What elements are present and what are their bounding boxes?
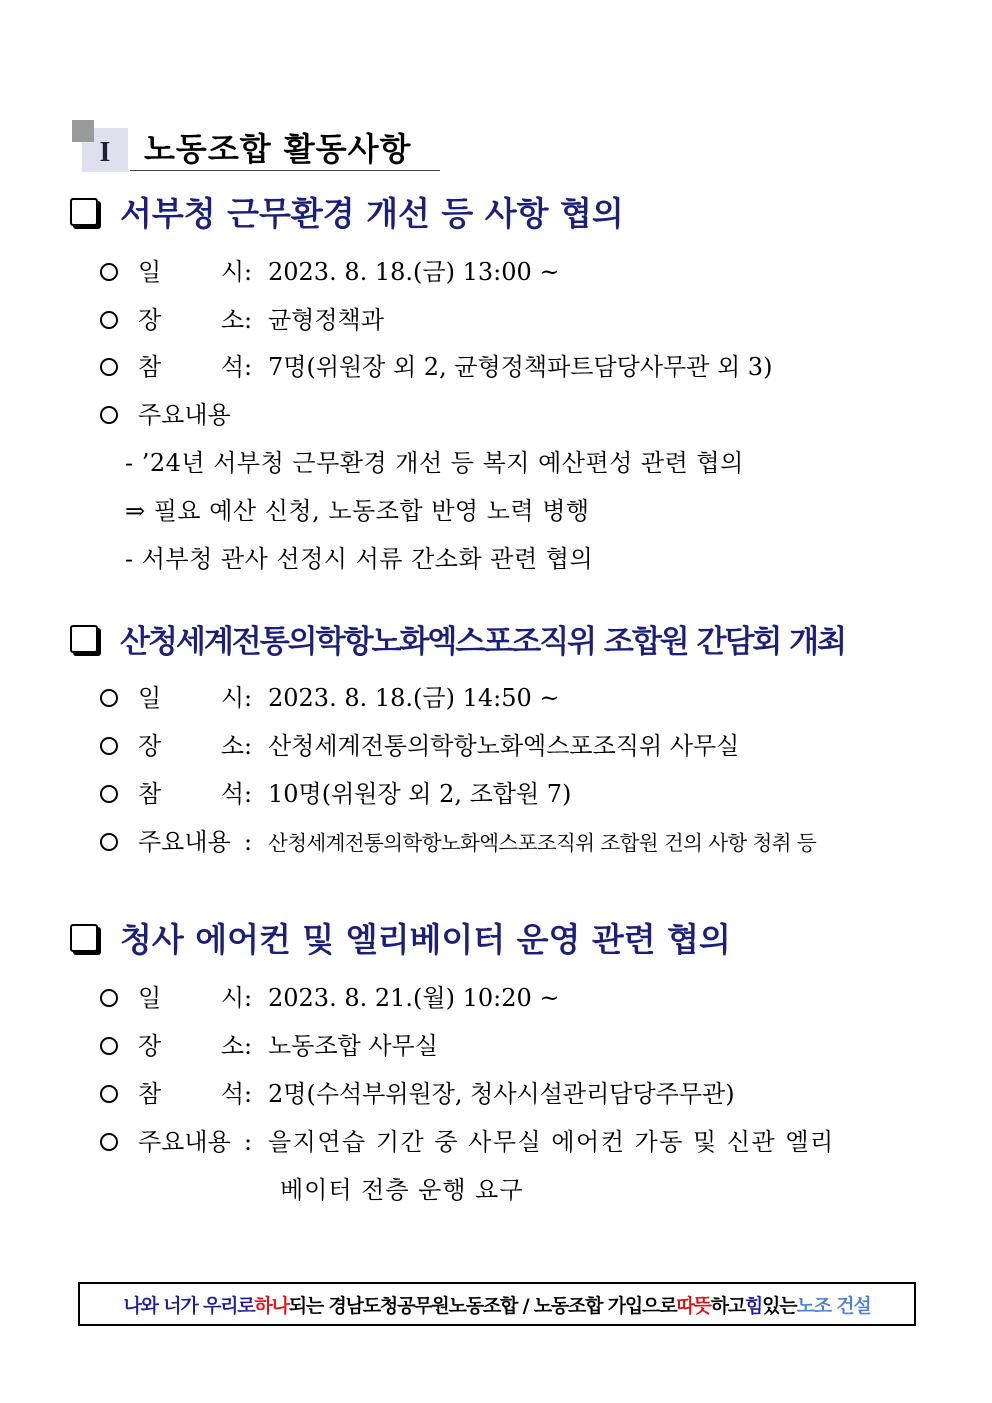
section-3-date-row: 일 시 : 2023. 8. 21.(월) 10:20 ~ (100, 978, 559, 1013)
circle-bullet-icon (100, 737, 118, 755)
section-1-header (70, 188, 624, 235)
slogan-part: 힘 (745, 1294, 763, 1317)
chapter-title: 노동조합 활동사항 (144, 130, 412, 168)
slogan-part: 나와 너가 우리로 (123, 1294, 255, 1317)
circle-bullet-icon (100, 311, 118, 329)
chapter-number: I (99, 137, 111, 168)
circle-bullet-icon (100, 1133, 118, 1151)
section-3-place-row: 장 소 : 노동조합 사무실 (100, 1026, 438, 1061)
section-2-date: 2023. 8. 18.(금) 14:50 ~ (268, 684, 560, 712)
circle-bullet-icon (100, 263, 118, 281)
section-3-place: 노동조합 사무실 (268, 1032, 438, 1060)
circle-bullet-icon (100, 833, 118, 851)
slogan-part: 하나 (254, 1294, 289, 1317)
section-1-place: 균형정책과 (268, 306, 384, 334)
section-3-date: 2023. 8. 21.(월) 10:20 ~ (268, 984, 560, 1012)
slogan-part: 따뜻 (676, 1294, 711, 1317)
circle-bullet-icon (100, 689, 118, 707)
chapter-marker-square (72, 120, 94, 142)
section-3-title: 청사 에어컨 및 엘리베이터 운영 관련 협의 (120, 920, 731, 959)
section-3-content-line-1: 을지연습 기간 중 사무실 에어컨 가동 및 신관 엘리 (268, 1128, 835, 1156)
chapter-underline (130, 170, 440, 171)
section-3-attendees: 2명(수석부위원장, 청사시설관리담당주무관) (268, 1080, 735, 1108)
circle-bullet-icon (100, 1085, 118, 1103)
section-2-header (70, 616, 845, 661)
attendees-label: 참 석 (138, 1080, 244, 1108)
attendees-label: 참 석 (138, 353, 244, 381)
circle-bullet-icon (100, 989, 118, 1007)
place-label: 장 소 (138, 1032, 244, 1060)
attendees-label: 참 석 (138, 780, 244, 808)
slogan-part: 노조 건설 (796, 1294, 871, 1317)
circle-bullet-icon (100, 358, 118, 376)
content-label: 주요내용 (138, 401, 231, 429)
circle-bullet-icon (100, 406, 118, 424)
slogan-banner (78, 1282, 916, 1326)
section-2-attendees-row: 참 석 : 10명(위원장 외 2, 조합원 7) (100, 774, 571, 809)
section-1-detail-2: ⇒ 필요 예산 신청, 노동조합 반영 노력 병행 (125, 497, 590, 525)
section-1-attendees-row: 참 석 : 7명(위원장 외 2, 균형정책파트담당사무관 외 3) (100, 347, 772, 382)
section-2-place: 산청세계전통의학항노화엑스포조직위 사무실 (268, 732, 740, 760)
date-label: 일 시 (138, 984, 244, 1012)
date-label: 일 시 (138, 258, 244, 286)
section-2-title: 산청세계전통의학항노화엑스포조직위 조합원 간담회 개최 (120, 624, 846, 660)
section-2-content: 산청세계전통의학항노화엑스포조직위 조합원 건의 사항 청취 등 (268, 831, 817, 855)
section-1-title: 서부청 근무환경 개선 등 사항 협의 (120, 194, 624, 233)
section-3-content-line-2: 베이터 전층 운행 요구 (280, 1176, 524, 1204)
section-1-detail-3: - 서부청 관사 선정시 서류 간소화 관련 협의 (125, 545, 594, 573)
section-2-date-row: 일 시 : 2023. 8. 18.(금) 14:50 ~ (100, 678, 559, 713)
section-2-content-row: 주요내용 : 산청세계전통의학항노화엑스포조직위 조합원 건의 사항 청취 등 (100, 822, 816, 857)
section-1-content-row (100, 395, 244, 430)
slogan-part: 되는 경남도청공무원노동조합 / 노동조합 가입으로 (288, 1294, 677, 1317)
content-label: 주요내용 (138, 1128, 231, 1156)
section-3-header (70, 914, 731, 961)
circle-bullet-icon (100, 785, 118, 803)
section-2-place-row: 장 소 : 산청세계전통의학항노화엑스포조직위 사무실 (100, 726, 739, 761)
section-1-date: 2023. 8. 18.(금) 13:00 ~ (268, 258, 560, 286)
place-label: 장 소 (138, 732, 244, 760)
section-1-attendees: 7명(위원장 외 2, 균형정책파트담당사무관 외 3) (268, 353, 773, 381)
slogan-part: 하고 (710, 1294, 745, 1317)
place-label: 장 소 (138, 306, 244, 334)
section-3-attendees-row: 참 석 : 2명(수석부위원장, 청사시설관리담당주무관) (100, 1074, 735, 1109)
slogan-part: 있는 (762, 1294, 797, 1317)
checkbox-square-icon (70, 198, 98, 226)
content-label: 주요내용 (138, 828, 231, 856)
checkbox-square-icon (70, 625, 98, 653)
section-1-date-row: 일 시 : 2023. 8. 18.(금) 13:00 ~ (100, 252, 559, 287)
section-1-detail-1: - ’24년 서부청 근무환경 개선 등 복지 예산편성 관련 협의 (125, 449, 744, 477)
checkbox-square-icon (70, 924, 98, 952)
section-2-attendees: 10명(위원장 외 2, 조합원 7) (268, 780, 572, 808)
section-3-content-row: 주요내용 : 을지연습 기간 중 사무실 에어컨 가동 및 신관 엘리 (100, 1122, 835, 1157)
circle-bullet-icon (100, 1037, 118, 1055)
section-1-place-row: 장 소 : 균형정책과 (100, 300, 384, 335)
date-label: 일 시 (138, 684, 244, 712)
